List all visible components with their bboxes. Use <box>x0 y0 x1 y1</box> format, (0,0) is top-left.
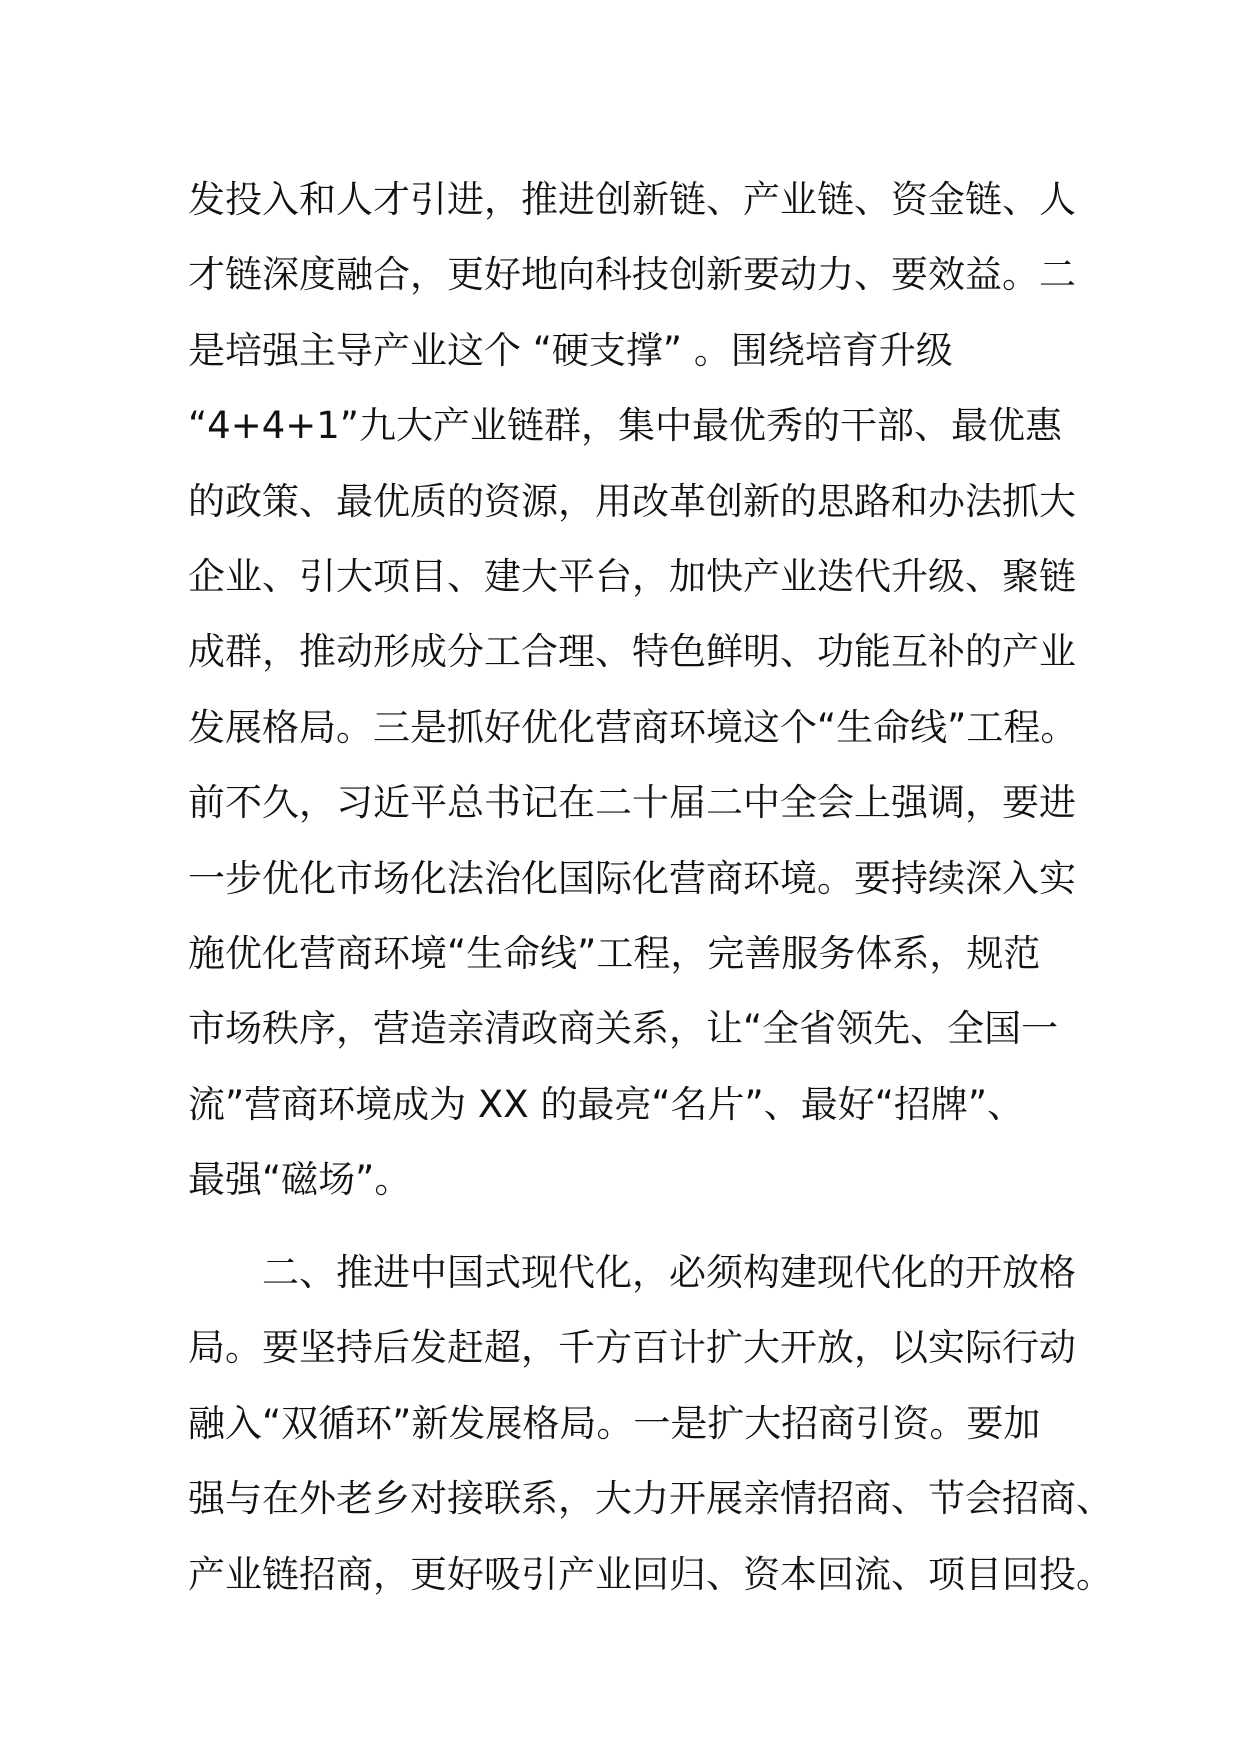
text-line: 产业链招商，更好吸引产业回归、资本回流、项目回投。 <box>188 1552 1113 1596</box>
text-line: 施优化营商环境“生命线”工程，完善服务体系，规范 <box>188 931 1041 975</box>
text-line: 二、推进中国式现代化，必须构建现代化的开放格 <box>188 1251 1076 1294</box>
text-line: 发展格局。三是抓好优化营商环境这个“生命线”工程。 <box>188 705 1078 749</box>
text-line: 融入“双循环”新发展格局。一是扩大招商引资。要加 <box>188 1401 1041 1445</box>
text-line: 流”营商环境成为 XX 的最亮“名片”、最好“招牌”、 <box>188 1082 1025 1126</box>
text-line: 的政策、最优质的资源，用改革创新的思路和办法抓大 <box>188 479 1076 523</box>
paragraph-2 <box>188 1235 1113 1612</box>
text-line: 才链深度融合，更好地向科技创新要动力、要效益。二 <box>188 253 1076 297</box>
text-line: 是培强主导产业这个 “硬支撑” 。围绕培育升级 <box>188 328 953 372</box>
text-line: 强与在外老乡对接联系，大力开展亲情招商、节会招商、 <box>188 1477 1113 1521</box>
text-line: 市场秩序，营造亲清政商关系，让“全省领先、全国一 <box>188 1007 1059 1051</box>
text-line: 最强“磁场”。 <box>188 1158 412 1202</box>
text-line: 前不久，习近平总书记在二十届二中全会上强调，要进 <box>188 781 1076 825</box>
text-line: 一步优化市场化法治化国际化营商环境。要持续深入实 <box>188 856 1076 900</box>
paragraph-1 <box>188 162 1078 1217</box>
text-line: 企业、引大项目、建大平台，加快产业迭代升级、聚链 <box>188 554 1076 598</box>
text-line: 成群，推动形成分工合理、特色鲜明、功能互补的产业 <box>188 630 1076 674</box>
text-line: “4+4+1”九大产业链群，集中最优秀的干部、最优惠 <box>188 404 1062 448</box>
text-line: 发投入和人才引进，推进创新链、产业链、资金链、人 <box>188 178 1076 221</box>
text-line: 局。要坚持后发赶超，千方百计扩大开放，以实际行动 <box>188 1326 1076 1370</box>
